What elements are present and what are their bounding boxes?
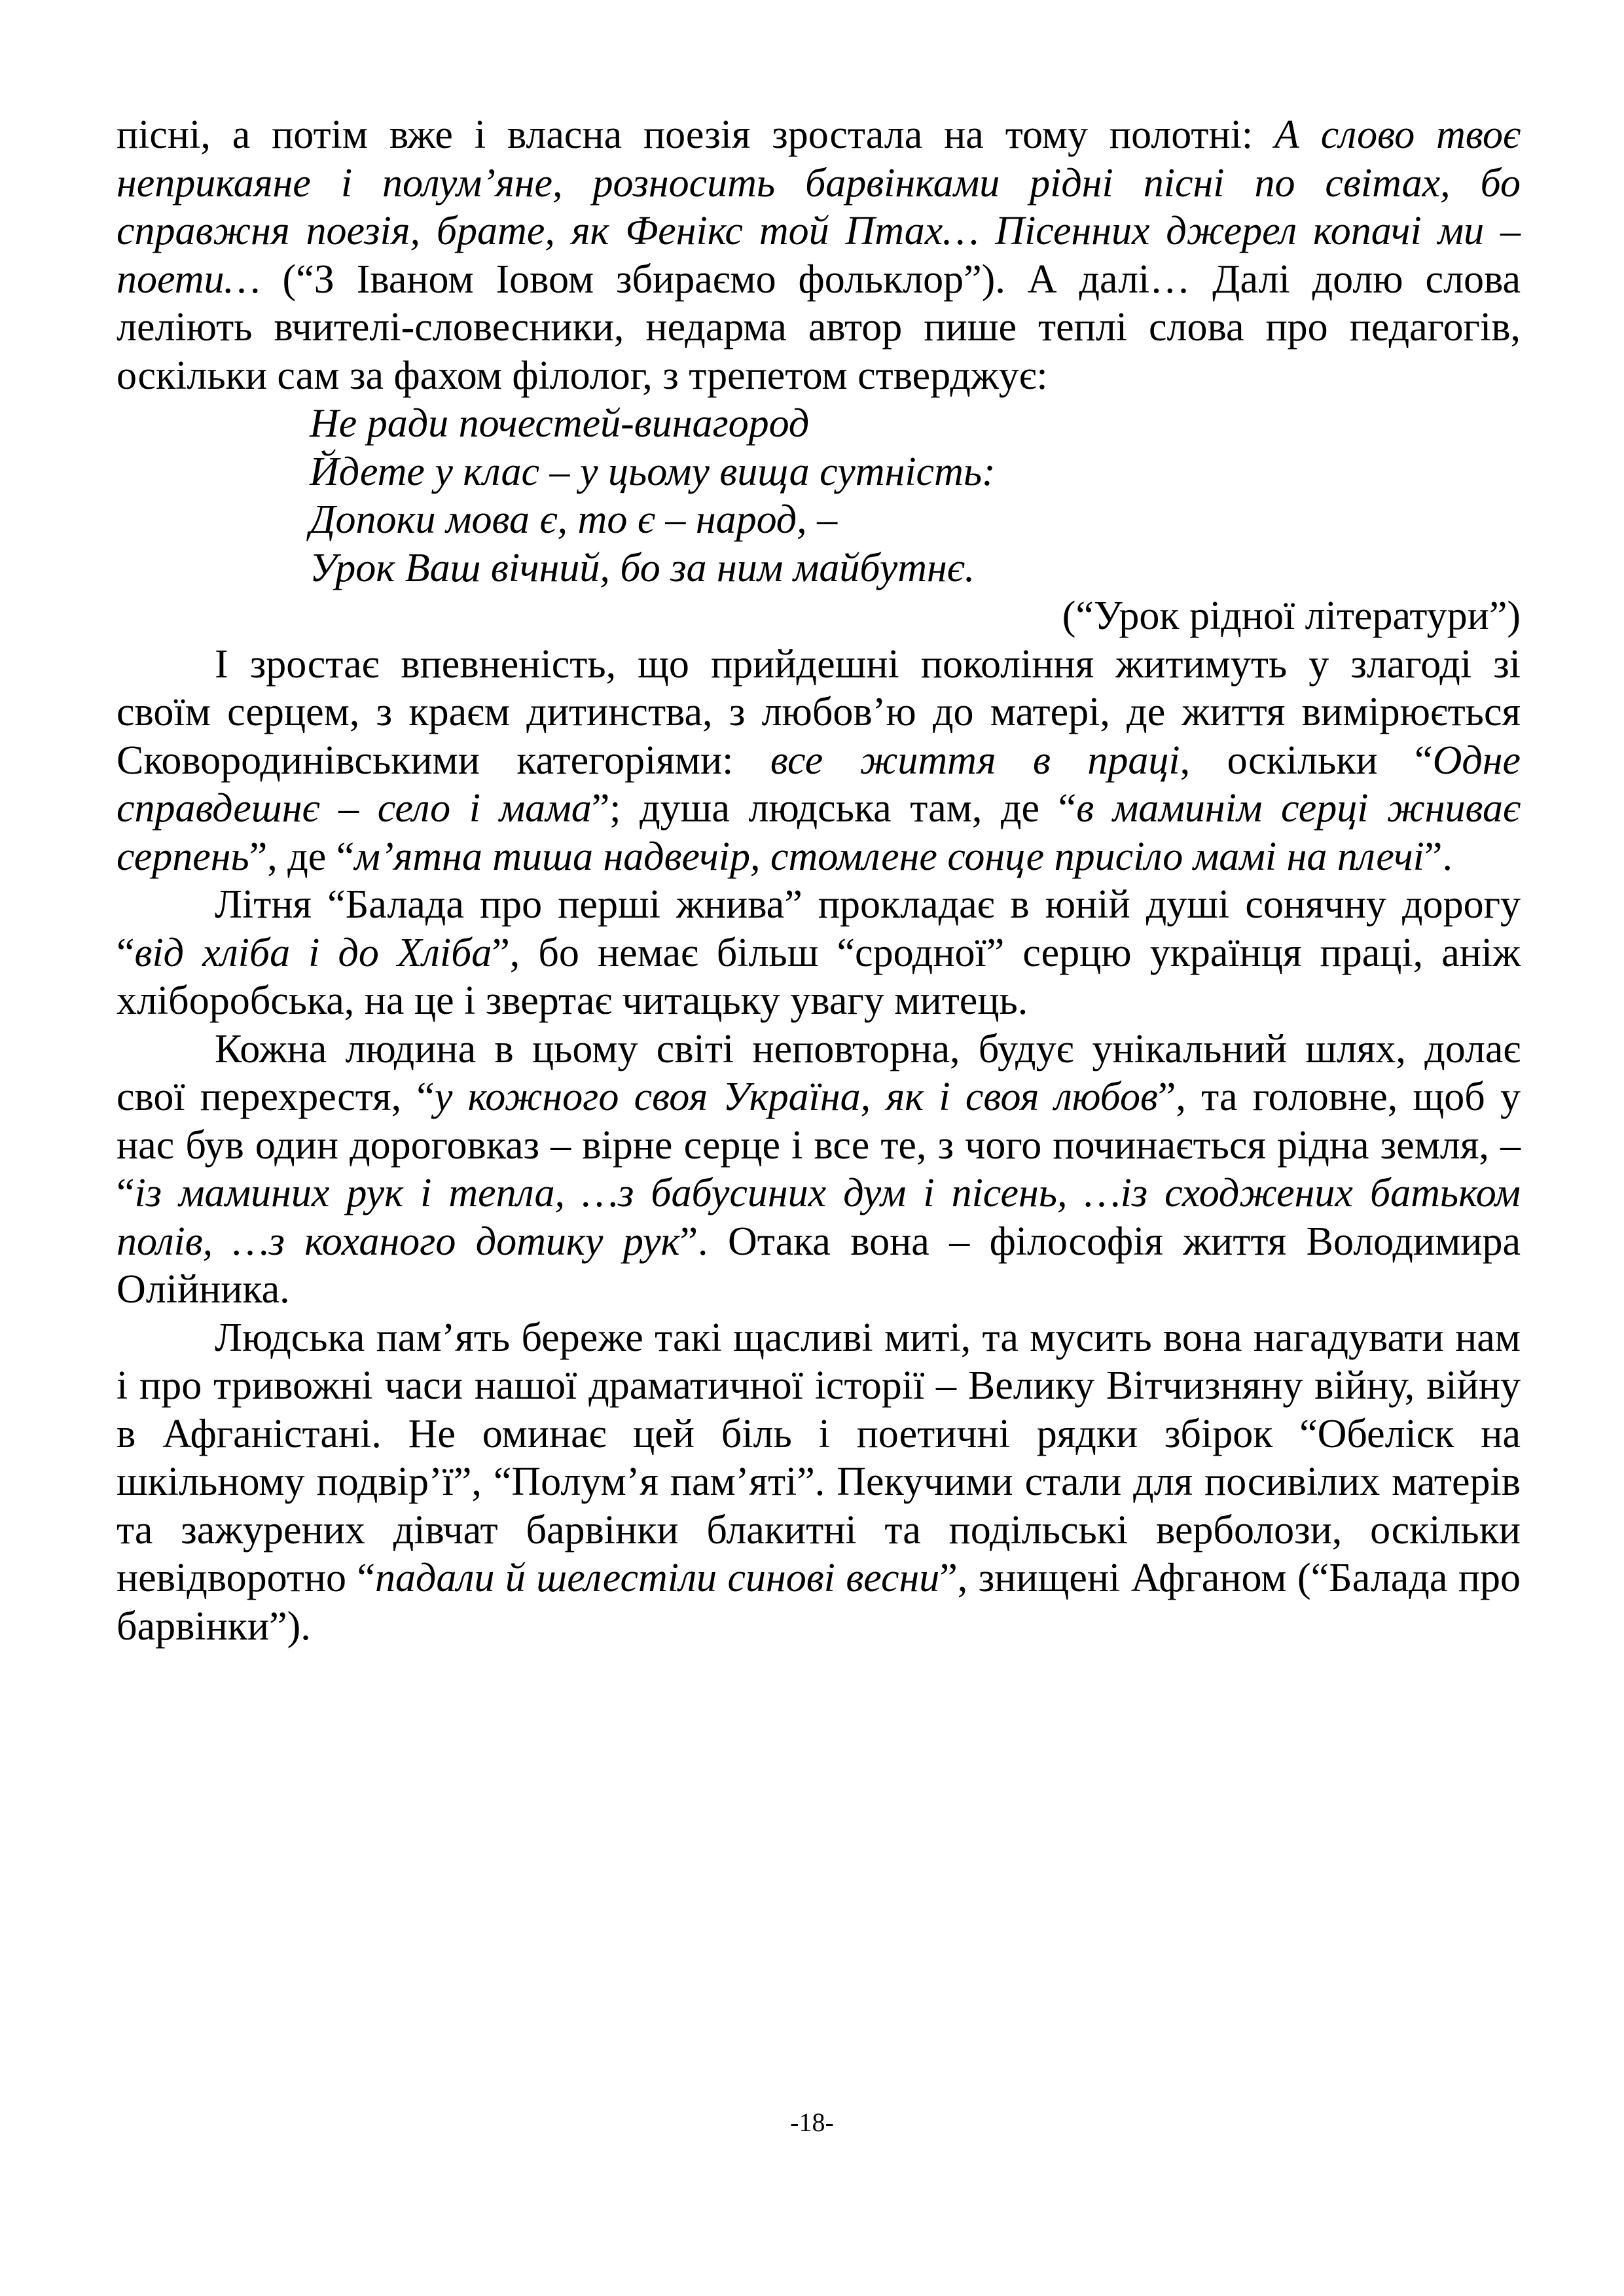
poem-line: Урок Ваш вічний, бо за ним майбутнє. <box>310 545 975 590</box>
page-number: -18- <box>790 2108 834 2137</box>
poem-quote: в маминім серці жниває серпень <box>117 786 1521 879</box>
poem-quote: у кожного своя Україна, як і своя любов <box>434 1075 1158 1119</box>
text-run: Кожна людина в цьому світі неповторна, будує унікальний шлях, долає свої перехрестя, “ <box>117 1026 1521 1119</box>
text-run: ”; душа людська там, де “ <box>591 786 1077 831</box>
text-run: ”, де “ <box>249 834 355 879</box>
poem-quote: все життя в праці <box>770 738 1180 783</box>
text-run: , оскільки “ <box>1180 738 1433 783</box>
text-run: ”, бо немає більш “сродної” серцю українця праці, аніж хліборобська, на це і звертає читацьку увагу митець. <box>117 930 1521 1023</box>
text-run: (“З Іваном Іовом збираємо фольклор”). А далі… Далі долю слова леліють вчителі-словесники, недарма автор пише теплі слова про педагогів, оскільки сам за фахом філолог, з трепетом стверджує: <box>117 257 1521 398</box>
text-run: І зростає впевненість, що прийдешні покоління житимуть у злагоді зі своїм серцем, з краєм дитинства, з любов’ю до матері, де життя вимірюється Сковородинівськими категоріями: <box>117 641 1521 783</box>
poem-quote: А слово твоє неприкаяне і полум’яне, розносить барвінками рідні пісні по світах, бо справжня поезія, брате, як Фенікс той Птах… Пісенних джерел копачі ми – поети… <box>117 113 1521 302</box>
text-run: ”, та головне, щоб у нас був один дороговказ – вірне серце і все те, з чого починається рідна земля, – “ <box>117 1075 1521 1215</box>
text-run: пісні, а потім вже і власна поезія зростала на тому полотні: <box>117 113 1275 157</box>
poem-line: Йдете у клас – у цьому вища сутність: <box>310 449 996 494</box>
paragraph-generations <box>117 641 1521 882</box>
text-run: Літня “Балада про перші жнива” прокладає в юній душі сонячну дорогу “ <box>117 882 1521 975</box>
poem-quote: м’ятна тиша надвечір, стомлене сонце присіло мамі на плечі <box>354 834 1424 879</box>
text-run: ”. Отака вона – філософія життя Володимира Олійника. <box>117 1219 1521 1312</box>
paragraph-folklore <box>117 111 1521 400</box>
paragraph-harvest <box>117 881 1521 1026</box>
text-run: ”, знищені Афганом (“Балада про барвінки”). <box>117 1556 1521 1649</box>
poem-quote: падали й шелестіли синові весни <box>375 1556 940 1600</box>
paragraph-memory <box>117 1314 1521 1651</box>
text-run: Людська пам’ять береже такі щасливі миті, та мусить вона нагадувати нам і про тривожні часи нашої драматичної історії – Велику Вітчизняну війну, війну в Афганістані. Не оминає цей біль і поетичні рядки збірок “Обеліск на шкільному подвір’ї”, “Полум’я пам’яті”. Пекучими стали для посивілих матерів та зажурених дівчат барвінки блакитні та подільські верболози, оскільки невідворотно “ <box>117 1315 1521 1600</box>
text-run: ”. <box>1424 834 1453 879</box>
poem-quote: Одне справдешнє – село і мама <box>117 738 1521 831</box>
poem-quote: від хліба і до Хліба <box>134 930 492 975</box>
poem-line: Не ради почестей-винагород <box>310 401 810 446</box>
poem-source: (“Урок рідної літератури”) <box>1062 594 1521 638</box>
body-text <box>117 111 1521 1651</box>
poem-quote: із маминих рук і тепла, …з бабусиних дум і пісень, …із сходжених батьком полів, …з коханого дотику рук <box>117 1171 1521 1264</box>
poem-stanza <box>117 400 1521 592</box>
poem-line: Допоки мова є, то є – народ, – <box>310 497 838 542</box>
paragraph-philosophy <box>117 1026 1521 1314</box>
